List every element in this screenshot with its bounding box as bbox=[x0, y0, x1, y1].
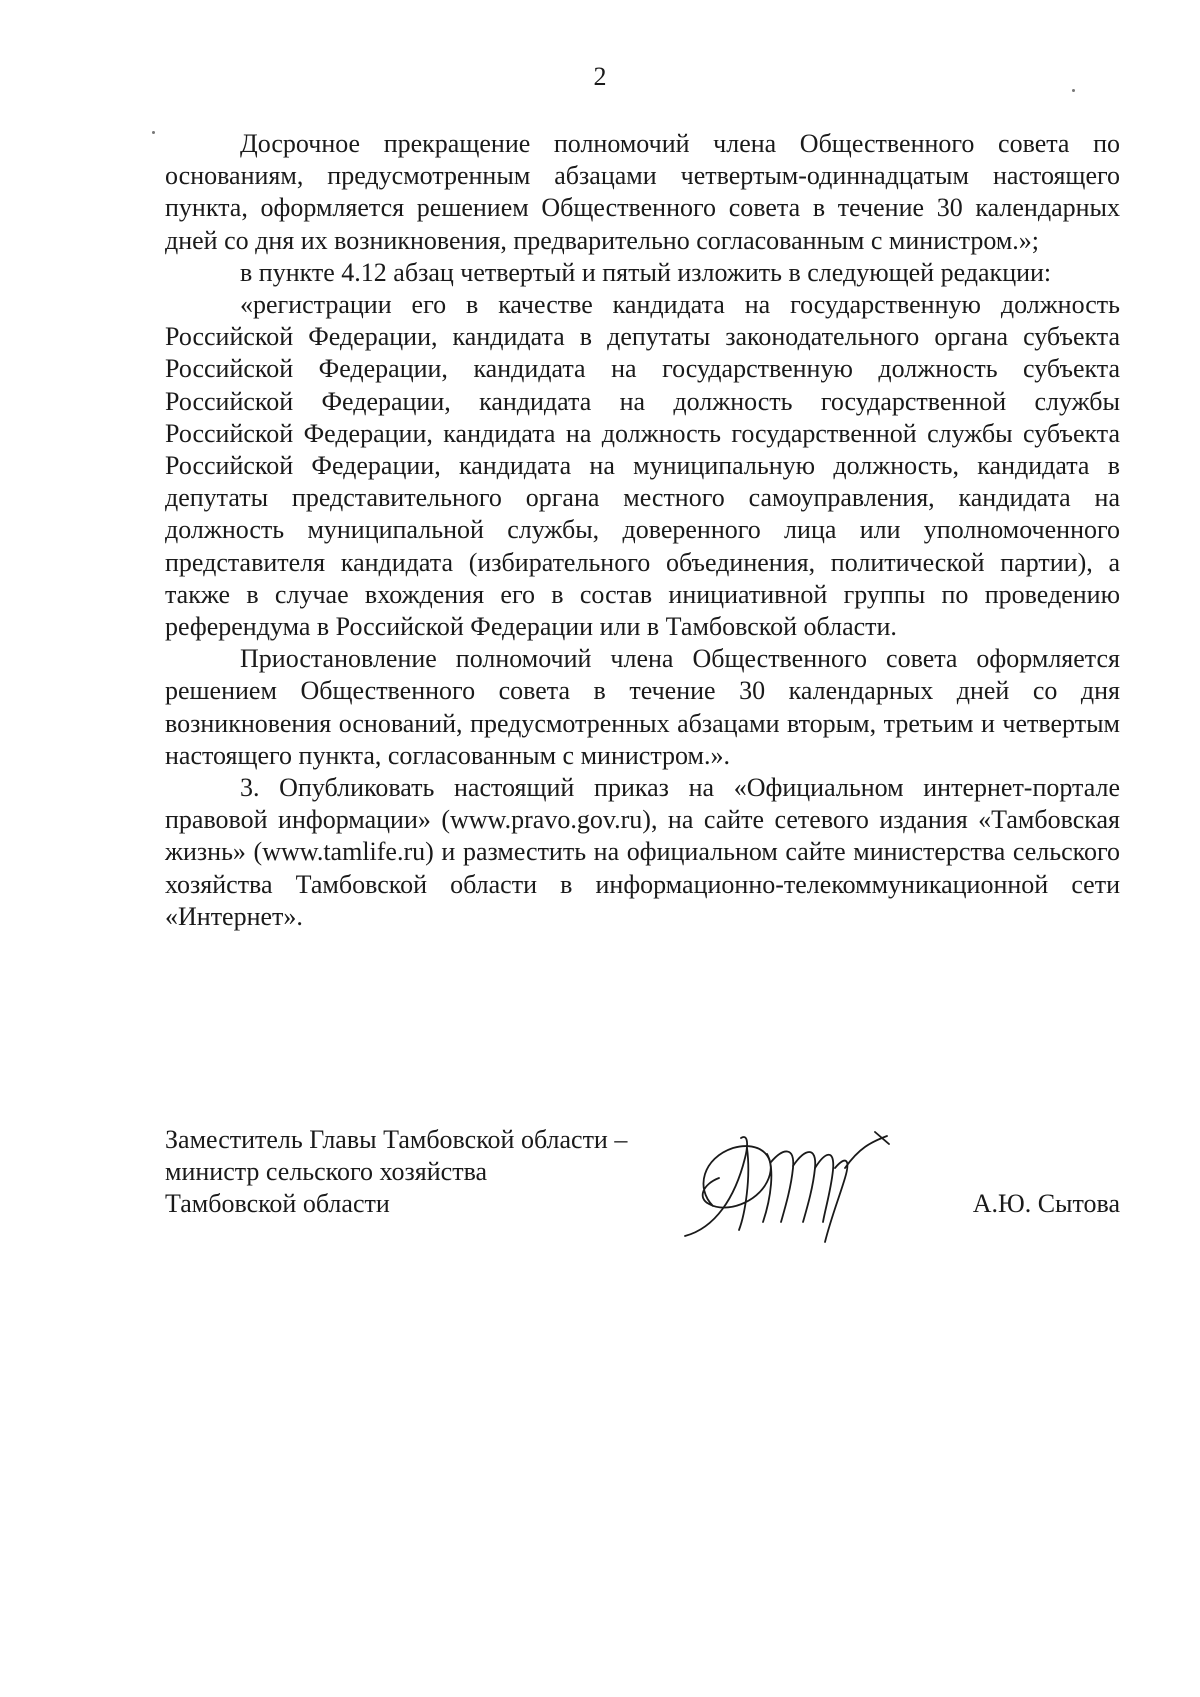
page-number: 2 bbox=[593, 62, 607, 91]
signer-name: А.Ю. Сытова bbox=[972, 1189, 1120, 1218]
document-body bbox=[165, 128, 1120, 933]
signer-position: Заместитель Главы Тамбовской области – министр сельского хозяйства Тамбовской области bbox=[165, 1125, 628, 1218]
handwritten-signature bbox=[675, 1118, 915, 1248]
paragraph-amendment-4-12: в пункте 4.12 абзац четвертый и пятый изложить в следующей редакции: bbox=[240, 257, 1052, 287]
paragraph-publication: 3. Опубликовать настоящий приказ на «Официальном интернет-портале правовой информации» (www.pravo.gov.ru), на сайте сетевого издания «Тамбовская жизнь» (www.tamlife.ru) и разместить на официальном сайте министерства сельского хозяйства Тамбовской области в информационно-телекоммуникационной сети «Интернет». bbox=[165, 773, 1120, 931]
paragraph-suspension: Приостановление полномочий члена Общественного совета оформляется решением Общественного совета в течение 30 календарных дней со дня возникновения оснований, предусмотренных абзацами вторым, третьим и четвертым настоящего пункта, согласованным с министром.». bbox=[165, 644, 1120, 770]
paragraph-early-termination: Досрочное прекращение полномочий члена Общественного совета по основаниям, предусмотренным абзацами четвертым-одиннадцатым настоящего пункта, оформляется решением Общественного совета в течение 30 календарных дней со дня их возникновения, предварительно согласованным с министром.»; bbox=[165, 129, 1120, 255]
scan-speck bbox=[1072, 89, 1075, 92]
scan-speck bbox=[152, 131, 155, 134]
signature-block bbox=[165, 1124, 1120, 1244]
paragraph-registration-clause: «регистрации его в качестве кандидата на государственную должность Российской Федерации, кандидата в депутаты законодательного органа субъекта Российской Федерации, кандидата на государственную должность субъекта Российской Федерации, кандидата на должность государственной службы Российской Федерации, кандидата на должность государственной службы субъекта Российской Федерации, кандидата на муниципальную должность, кандидата в депутаты представительного органа местного самоуправления, кандидата на должность муниципальной службы, доверенного лица или уполномоченного представителя кандидата (избирательного объединения, политической партии), а также в случае вхождения его в состав инициативной группы по проведению референдума в Российской Федерации или в Тамбовской области. bbox=[165, 290, 1120, 642]
